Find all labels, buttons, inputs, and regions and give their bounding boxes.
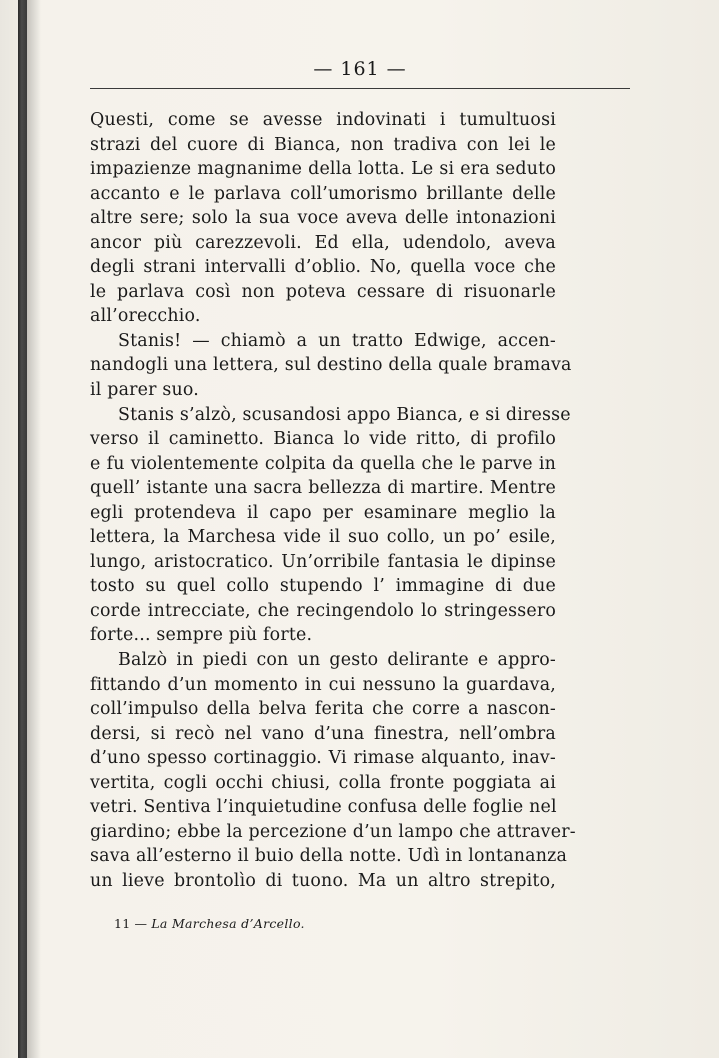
text-line: nandogli una lettera, sul destino della quale bramava — [90, 355, 572, 376]
text-line: sava all’esterno il buio della notte. Udì in lontananza — [90, 846, 568, 867]
text-line: lettera, la Marchesa vide il suo collo, un po’ esile, — [90, 527, 556, 548]
book-spine — [18, 0, 27, 1058]
page-number-header: — 161 — — [313, 58, 407, 80]
signature-number: 11 — [114, 916, 131, 931]
text-line: impazienze magnanime della lotta. Le si era seduto — [90, 159, 556, 180]
text-line: il parer suo. — [90, 380, 200, 401]
text-line: un lieve brontolìo di tuono. Ma un altro strepito, — [90, 870, 556, 891]
book-title: La Marchesa d’Arcello. — [151, 916, 305, 931]
text-line: Questi, come se avesse indovinati i tumultuosi — [90, 110, 556, 130]
text-line: lungo, aristocratico. Un’orribile fantasia le dipinse — [90, 551, 556, 572]
text-line: Balzò in piedi con un gesto delirante e appro- — [118, 650, 556, 671]
signature-dash: — — [134, 916, 148, 931]
text-line: verso il caminetto. Bianca lo vide ritto, di profilo — [90, 429, 556, 450]
text-line: vertita, cogli occhi chiusi, colla fronte poggiata ai — [90, 772, 556, 793]
text-line: le parlava così non poteva cessare di risuonarle — [90, 281, 556, 302]
body-text — [90, 108, 576, 894]
text-line: degli strani intervalli d’oblio. No, quella voce che — [90, 257, 556, 278]
text-line: d’uno spesso cortinaggio. Vi rimase alquanto, inav- — [90, 748, 556, 769]
text-line: accanto e le parlava coll’umorismo brillante delle — [90, 183, 556, 204]
footer-signature — [114, 916, 305, 931]
text-line: Stanis s’alzò, scusandosi appo Bianca, e si diresse — [118, 404, 571, 425]
text-line: Stanis! — chiamò a un tratto Edwige, accen- — [118, 330, 556, 351]
text-line: giardino; ebbe la percezione d’un lampo che attraver- — [90, 821, 576, 842]
text-line: strazi del cuore di Bianca, non tradiva con lei le — [90, 134, 556, 155]
text-line: quell’ istante una sacra bellezza di martire. Mentre — [90, 478, 556, 499]
text-line: vetri. Sentiva l’inquietudine confusa delle foglie nel — [90, 797, 557, 818]
text-line: dersi, si recò nel vano d’una finestra, nell’ombra — [90, 723, 556, 744]
text-line: altre sere; solo la sua voce aveva delle intonazioni — [90, 208, 556, 229]
text-line: fittando d’un momento in cui nessuno la guardava, — [90, 674, 556, 695]
text-line: forte... sempre più forte. — [90, 625, 313, 646]
text-line: corde intrecciate, che recingendolo lo stringessero — [90, 600, 556, 621]
text-line: egli protendeva il capo per esaminare meglio la — [90, 502, 556, 523]
text-line: ancor più carezzevoli. Ed ella, udendolo, aveva — [90, 232, 556, 253]
spine-shadow — [27, 0, 41, 1058]
header-rule — [90, 88, 630, 89]
text-line: all’orecchio. — [90, 306, 201, 327]
text-line: tosto su quel collo stupendo l’ immagine di due — [90, 576, 556, 597]
text-line: coll’impulso della belva ferita che corre a nascon- — [90, 699, 556, 720]
text-line: e fu violentemente colpita da quella che le parve in — [90, 453, 556, 474]
